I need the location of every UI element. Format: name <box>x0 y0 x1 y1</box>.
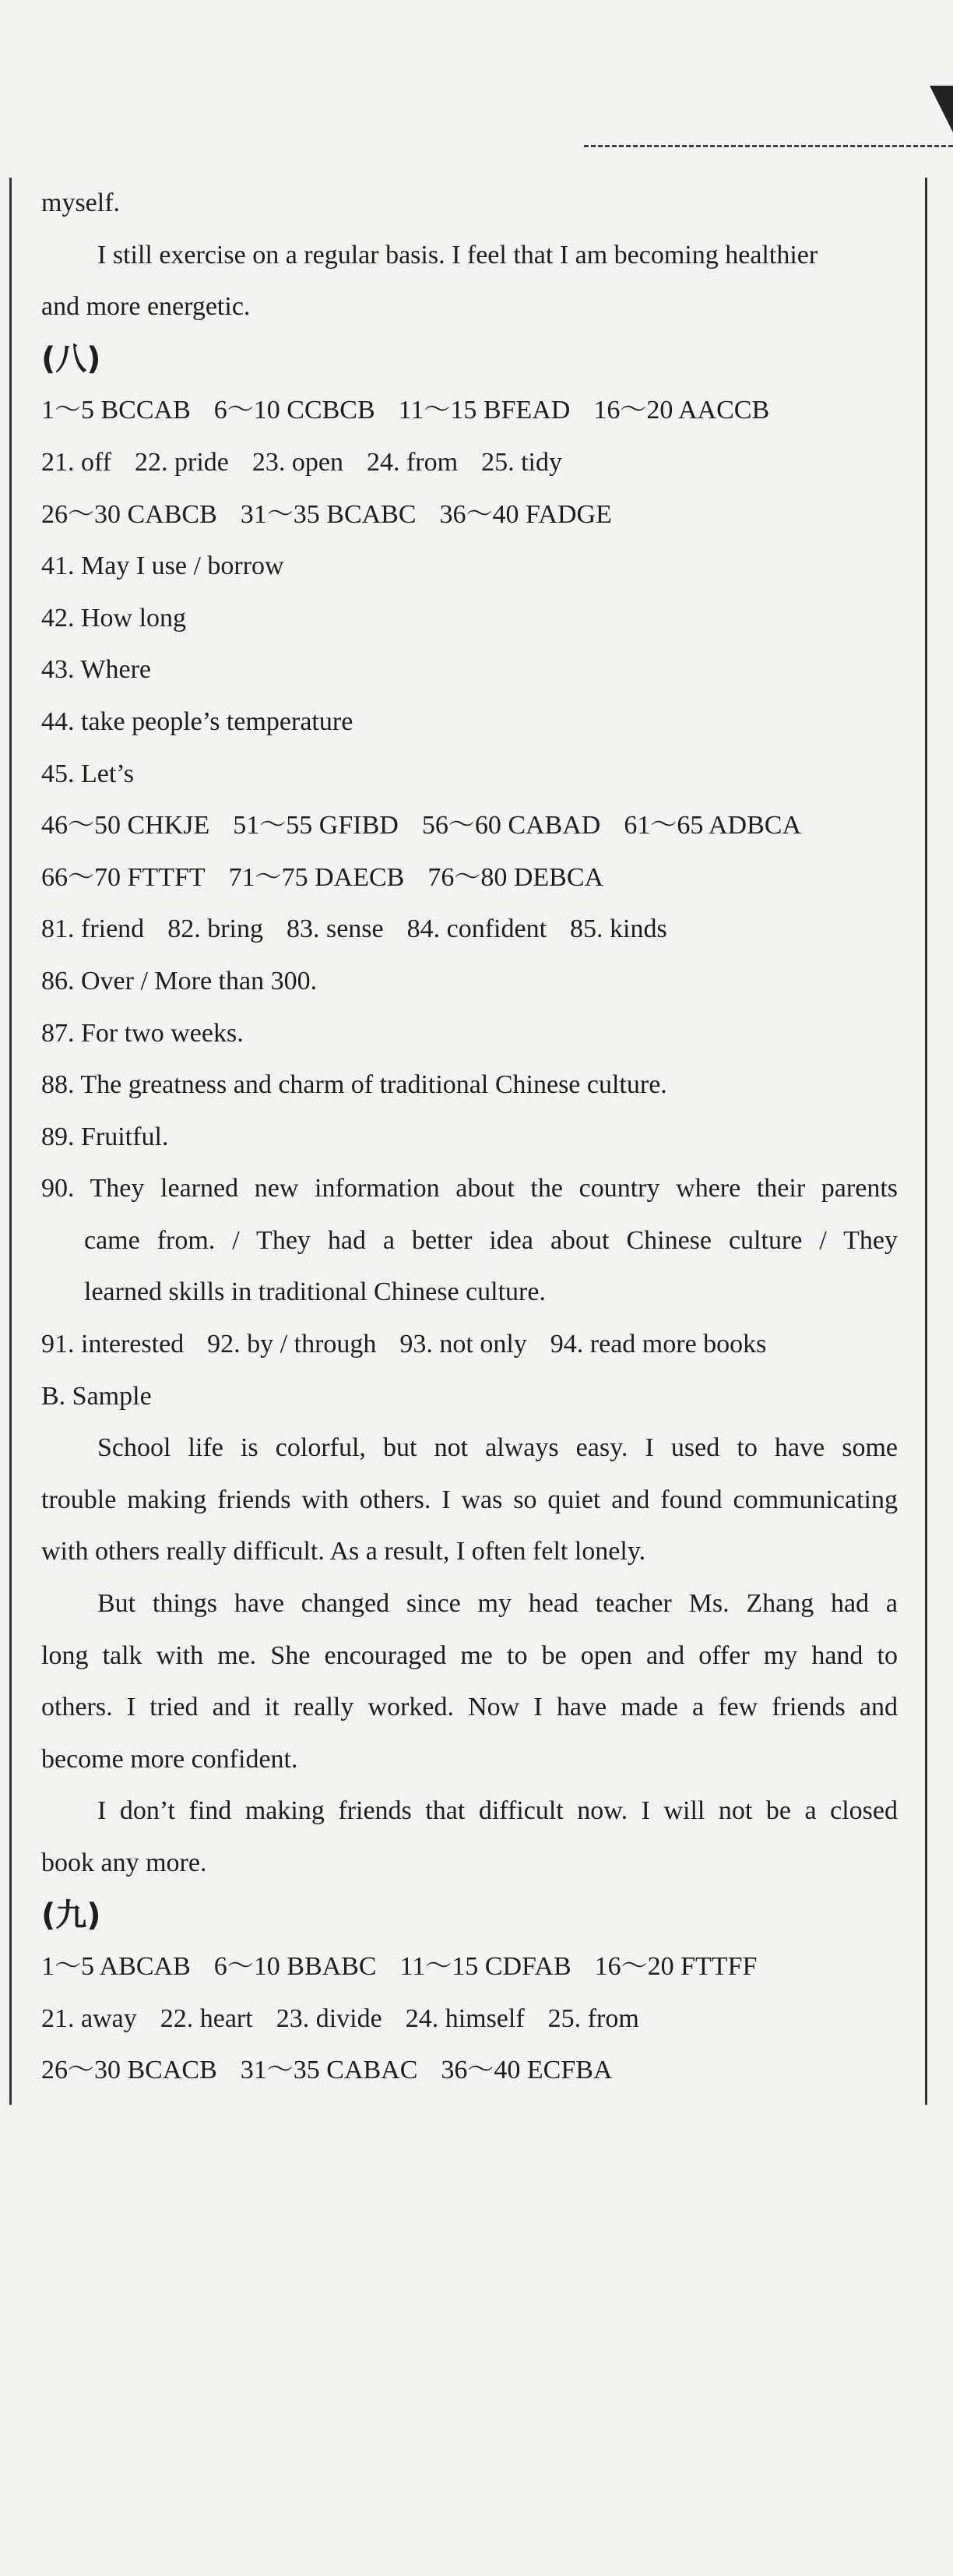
answer-group: 94. read more books <box>550 1330 767 1359</box>
essay-line: long talk with me. She encouraged me to be open and offer my hand to <box>41 1640 898 1670</box>
answer-group: 24. himself <box>405 2003 525 2033</box>
answer-group: 85. kinds <box>570 914 667 944</box>
essay-line: I don’t find making friends that difficult now. I will not be a closed <box>97 1796 898 1826</box>
answer-line: 42. How long <box>41 603 187 633</box>
answer-group: 92. by / through <box>207 1330 377 1359</box>
answer-group: 76～80 DEBCA <box>427 862 604 892</box>
answer-group: 46～50 CHKJE <box>41 811 210 840</box>
answer-group: 22. pride <box>135 447 229 477</box>
sample-label: B. Sample <box>41 1381 152 1411</box>
answer-group: 25. from <box>547 2003 639 2033</box>
answer-group: 91. interested <box>41 1330 185 1359</box>
answer-group: 61～65 ADBCA <box>624 811 801 840</box>
answer-group: 1～5 ABCAB <box>41 1952 191 1982</box>
essay-line: with others really difficult. As a result, I often felt lonely. <box>41 1537 646 1566</box>
text-line: I still exercise on a regular basis. I feel that I am becoming healthier <box>97 240 818 270</box>
answer-group: 11～15 BFEAD <box>398 396 571 425</box>
answer-group: 6～10 BBABC <box>213 1952 377 1982</box>
section-heading-8: (八) <box>41 340 101 377</box>
answer-group: 6～10 CCBCB <box>213 396 375 425</box>
answer-group: 22. heart <box>160 2003 253 2033</box>
answer-group: 31～35 CABAC <box>240 2056 418 2085</box>
essay-line: become more confident. <box>41 1744 298 1774</box>
answer-group: 25. tidy <box>481 447 562 477</box>
answer-line: 87. For two weeks. <box>41 1018 244 1048</box>
header-dashed-rule <box>584 145 953 147</box>
answer-group: 51～55 GFIBD <box>233 811 399 840</box>
answer-row <box>41 2045 898 2097</box>
answer-line: came from. / They had a better idea about Chinese culture / They <box>84 1225 898 1255</box>
answer-group: 36～40 ECFBA <box>441 2056 613 2085</box>
answer-group: 21. off <box>41 447 112 477</box>
answer-row <box>41 904 898 956</box>
answer-group: 23. divide <box>276 2003 382 2033</box>
answer-group: 56～60 CABAD <box>421 811 601 840</box>
answer-group: 21. away <box>41 2003 137 2033</box>
answer-group: 81. friend <box>41 914 145 944</box>
answer-group: 84. confident <box>406 914 547 944</box>
answer-line: 86. Over / More than 300. <box>41 966 318 996</box>
answer-row <box>41 852 898 904</box>
answer-line: 44. take people’s temperature <box>41 707 353 736</box>
answer-group: 16～20 FTTFF <box>594 1952 758 1982</box>
section-heading-9: (九) <box>41 1897 101 1933</box>
answer-line: 88. The greatness and charm of traditional Chinese culture. <box>41 1070 667 1100</box>
answer-group: 16～20 AACCB <box>593 396 770 425</box>
answer-row <box>41 437 898 489</box>
answer-group: 26～30 BCACB <box>41 2056 217 2085</box>
answer-group: 36～40 FADGE <box>439 499 612 529</box>
essay-line: School life is colorful, but not always easy. I used to have some <box>97 1433 898 1463</box>
essay-line: book any more. <box>41 1848 207 1877</box>
answer-group: 93. not only <box>399 1330 527 1359</box>
answer-row <box>41 489 898 541</box>
answer-row <box>41 1941 898 1993</box>
essay-line: But things have changed since my head teacher Ms. Zhang had a <box>97 1589 898 1619</box>
answer-line: 41. May I use / borrow <box>41 551 284 581</box>
essay-line: trouble making friends with others. I was so quiet and found communicating <box>41 1485 898 1514</box>
right-margin-rule <box>925 178 927 2105</box>
answer-group: 82. bring <box>167 914 263 944</box>
answer-group: 11～15 CDFAB <box>399 1952 571 1982</box>
essay-line: others. I tried and it really worked. Now I have made a few friends and <box>41 1693 898 1722</box>
answer-line: 90. They learned new information about the country where their parents <box>41 1174 898 1203</box>
text-line: and more energetic. <box>41 292 251 322</box>
answer-group: 31～35 BCABC <box>240 499 417 529</box>
left-margin-rule <box>9 178 12 2105</box>
answer-group: 26～30 CABCB <box>41 499 217 529</box>
answer-line: learned skills in traditional Chinese culture. <box>84 1277 546 1307</box>
corner-mark <box>930 86 953 132</box>
answer-line: 43. Where <box>41 655 151 685</box>
answer-row <box>41 385 898 437</box>
answer-line: 45. Let’s <box>41 759 134 788</box>
answer-group: 66～70 FTTFT <box>41 862 206 892</box>
answer-row <box>41 1319 898 1371</box>
answer-group: 83. sense <box>286 914 384 944</box>
answer-line: 89. Fruitful. <box>41 1122 169 1151</box>
text-line: myself. <box>41 189 121 217</box>
answer-group: 71～75 DAECB <box>228 862 405 892</box>
answer-group: 24. from <box>366 447 459 477</box>
answer-row <box>41 800 898 852</box>
answer-group: 23. open <box>251 447 343 477</box>
answer-group: 1～5 BCCAB <box>41 396 191 425</box>
answer-key-content <box>41 178 898 2097</box>
answer-row <box>41 1993 898 2046</box>
